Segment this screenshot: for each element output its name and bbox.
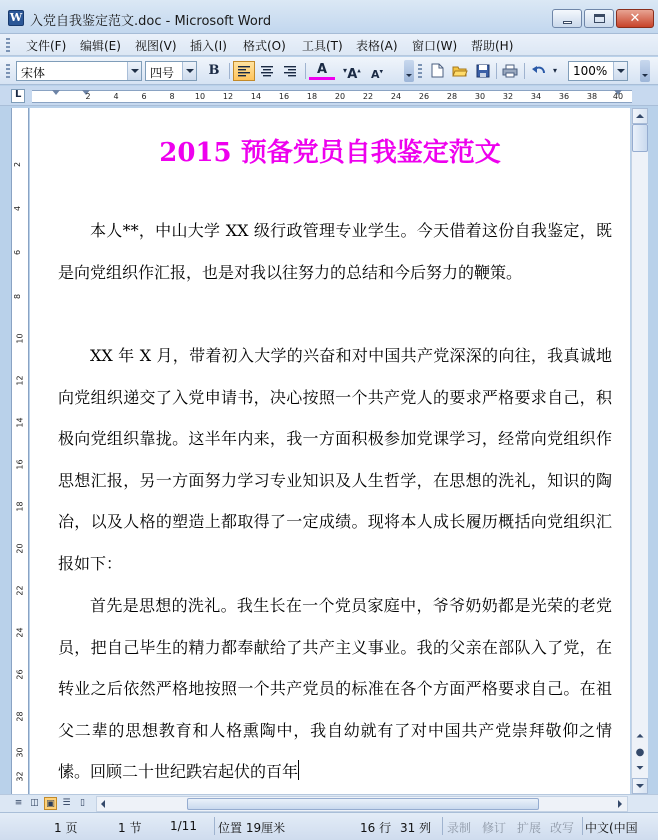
open-folder-icon	[452, 64, 468, 78]
paragraph-text: 首先是思想的洗礼。我生长在一个党员家庭中，爷爷奶奶都是光荣的老党员，把自己毕生的精力都奉献给了共产主义事业。我的父亲在部队入了党，在转业之后依然严格地按照一个共产党员的标准在各个方面严格要求自己。在祖父二辈的思想教育和人格熏陶中，我自幼就有了对中国共产党崇拜敬仰之情愫。回顾二十世纪跌宕起伏的百年	[58, 596, 612, 781]
reading-view-icon: ▯	[80, 798, 85, 808]
zoom-value: 100%	[573, 64, 608, 78]
document-paragraph[interactable]	[58, 585, 612, 793]
tab-selector[interactable]	[11, 89, 25, 103]
close-button[interactable]	[616, 9, 654, 28]
status-position[interactable]: 位置 19厘米	[218, 821, 286, 835]
status-overtype[interactable]: 改写	[550, 821, 575, 835]
vruler-number: 14	[15, 417, 25, 428]
normal-view-icon: ≡	[14, 798, 23, 808]
ruler-number: 8	[169, 92, 175, 101]
new-document-button[interactable]	[426, 61, 448, 81]
menu-file[interactable]: 文件(F)	[26, 39, 67, 53]
vertical-scrollbar[interactable]	[631, 108, 648, 794]
scroll-down-button[interactable]	[632, 778, 648, 794]
status-page[interactable]: 1 页	[54, 821, 78, 835]
next-page-button[interactable]	[632, 762, 648, 776]
vruler-number: 18	[15, 501, 25, 512]
vruler-number: 22	[15, 585, 25, 596]
menu-view[interactable]: 视图(V)	[135, 39, 177, 53]
horizontal-scroll-row	[0, 794, 658, 812]
toolbar-separator	[496, 63, 497, 79]
ruler-number: 36	[558, 92, 570, 101]
chevron-down-icon: ▾	[552, 66, 557, 75]
ruler-number: 22	[362, 92, 374, 101]
vruler-number: 12	[15, 375, 25, 386]
ruler-number: 38	[586, 92, 598, 101]
align-left-button[interactable]	[233, 61, 255, 81]
window-title: 入党自我鉴定范文.doc - Microsoft Word	[30, 14, 272, 29]
ruler-number: 14	[250, 92, 262, 101]
minimize-button[interactable]	[552, 9, 582, 28]
document-paragraph[interactable]: 本人**，中山大学 XX 级行政管理专业学生。今天借着这份自我鉴定，既是向党组织作汇报，也是对我以往努力的总结和今后努力的鞭策。	[58, 221, 612, 282]
menu-edit[interactable]: 编辑(E)	[80, 39, 121, 53]
shrink-font-button[interactable]	[366, 61, 388, 81]
double-chevron-down-icon: ⏷	[636, 763, 644, 774]
ruler-number: 20	[334, 92, 346, 101]
status-separator	[214, 817, 215, 835]
align-left-icon	[237, 65, 251, 77]
vruler-number: 4	[13, 205, 23, 212]
align-center-button[interactable]	[256, 61, 278, 81]
web-view-icon: ◫	[30, 798, 39, 808]
menu-window[interactable]: 窗口(W)	[412, 39, 458, 53]
outline-view-button[interactable]	[60, 797, 73, 810]
vruler-number: 28	[15, 711, 25, 722]
select-browse-object-button[interactable]	[632, 746, 648, 760]
chevron-down-icon: ▾	[342, 66, 347, 75]
ruler-number: 6	[141, 92, 147, 101]
shrink-font-icon: A▾	[370, 67, 384, 81]
print-icon	[502, 64, 518, 78]
menu-insert[interactable]: 插入(I)	[190, 39, 227, 53]
menu-format[interactable]: 格式(O)	[243, 39, 286, 53]
open-button[interactable]	[449, 61, 471, 81]
status-separator	[442, 817, 443, 835]
menu-help[interactable]: 帮助(H)	[471, 39, 514, 53]
previous-page-button[interactable]	[632, 730, 648, 744]
status-line[interactable]: 16 行	[360, 821, 392, 835]
ruler-number: 24	[390, 92, 402, 101]
vertical-ruler[interactable]	[11, 108, 29, 794]
toolbar-separator	[305, 63, 306, 79]
font-name-select[interactable]	[16, 61, 142, 81]
status-extend[interactable]: 扩展	[517, 821, 542, 835]
menu-tools[interactable]: 工具(T)	[302, 39, 343, 53]
vruler-number: 32	[15, 771, 25, 782]
print-layout-view-button[interactable]	[44, 797, 57, 810]
horizontal-scroll-thumb[interactable]	[187, 798, 539, 810]
ruler-number: 34	[530, 92, 542, 101]
font-color-icon: A	[316, 62, 328, 77]
close-icon: ✕	[629, 11, 641, 26]
formatting-toolbar	[0, 57, 658, 85]
vruler-number: 26	[15, 669, 25, 680]
word-app-icon[interactable]: W	[9, 11, 23, 24]
scroll-up-button[interactable]	[632, 108, 648, 124]
font-size-select[interactable]	[145, 61, 197, 81]
zoom-select[interactable]	[568, 61, 628, 81]
font-color-button[interactable]	[309, 61, 335, 80]
undo-icon	[532, 65, 546, 77]
ruler-number: 4	[113, 92, 119, 101]
undo-dropdown[interactable]	[549, 61, 561, 81]
status-track-changes[interactable]: 修订	[482, 821, 507, 835]
ruler-number: 2	[85, 92, 91, 101]
menu-table[interactable]: 表格(A)	[356, 39, 398, 53]
web-view-button[interactable]	[28, 797, 41, 810]
vruler-number: 20	[15, 543, 25, 554]
minimize-icon	[563, 21, 572, 24]
horizontal-scrollbar[interactable]	[96, 796, 628, 812]
status-language[interactable]: 中文(中国	[585, 821, 638, 835]
status-section[interactable]: 1 节	[118, 821, 142, 835]
chevron-down-icon[interactable]	[613, 62, 627, 80]
status-column[interactable]: 31 列	[400, 821, 432, 835]
status-record[interactable]: 录制	[447, 821, 472, 835]
standard-toolbar-grip[interactable]	[418, 64, 422, 78]
ruler-number: 10	[194, 92, 206, 101]
title-bar	[0, 0, 658, 34]
ruler-number: 26	[418, 92, 430, 101]
print-layout-icon: ▣	[46, 799, 55, 809]
reading-view-button[interactable]	[76, 797, 89, 810]
vertical-scroll-thumb[interactable]	[632, 124, 648, 152]
scroll-right-button[interactable]	[613, 797, 627, 811]
ruler-number: 28	[446, 92, 458, 101]
new-document-icon	[431, 63, 444, 78]
undo-button[interactable]	[528, 61, 550, 81]
toolbar-options-chevron[interactable]	[404, 60, 414, 82]
outline-view-icon: ☰	[62, 798, 71, 808]
normal-view-button[interactable]	[12, 797, 25, 810]
ruler-number: 32	[502, 92, 514, 101]
ruler-number: 30	[474, 92, 486, 101]
chevron-down-icon[interactable]	[127, 62, 141, 80]
maximize-button[interactable]	[584, 9, 614, 28]
vruler-number: 6	[13, 249, 23, 256]
text-cursor	[298, 760, 299, 780]
status-page-of[interactable]: 1/11	[170, 819, 197, 833]
document-paragraph[interactable]: XX 年 X 月，带着初入大学的兴奋和对中国共产党深深的向往，我真诚地向党组织递交了入党申请书，决心按照一个共产党人的要求严格要求自己，积极向党组织靠拢。这半年内来，我一方面积极参加党课学习，经常向党组织作思想汇报，另一方面努力学习专业知识及人生哲学，在思想的洗礼，知识的陶冶，以及人格的塑造上都取得了一定成绩。现将本人成长履历概括向党组织汇报如下：	[58, 346, 612, 573]
save-icon	[476, 64, 490, 78]
grow-font-button[interactable]	[343, 61, 365, 81]
vruler-number: 8	[13, 293, 23, 300]
toolbar-separator	[229, 63, 230, 79]
ruler-number: 12	[222, 92, 234, 101]
ruler-number: 16	[278, 92, 290, 101]
align-right-button[interactable]	[279, 61, 301, 81]
font-size-value: 四号	[150, 66, 175, 80]
chevron-down-icon[interactable]	[182, 62, 196, 80]
menu-bar	[0, 34, 658, 56]
bold-button[interactable]: B	[208, 63, 220, 78]
menu-grip-handle[interactable]	[6, 38, 10, 52]
print-button[interactable]	[499, 61, 521, 81]
align-right-icon	[283, 65, 297, 77]
toolbar-options-chevron[interactable]	[640, 60, 650, 82]
circle-icon: ●	[635, 747, 645, 758]
document-page[interactable]	[30, 108, 630, 794]
toolbar-grip-handle[interactable]	[6, 64, 10, 78]
vruler-number: 30	[15, 747, 25, 758]
vruler-number: 2	[13, 161, 23, 168]
toolbar-separator	[524, 63, 525, 79]
font-name-value: 宋体	[21, 66, 46, 80]
maximize-icon	[594, 14, 605, 23]
ruler-strip[interactable]	[32, 90, 632, 103]
ruler-number: 18	[306, 92, 318, 101]
status-bar	[0, 812, 658, 840]
horizontal-ruler	[0, 86, 658, 106]
vruler-number: 24	[15, 627, 25, 638]
ruler-number: 40	[612, 92, 624, 101]
first-line-indent-marker[interactable]	[52, 90, 60, 95]
align-center-icon	[260, 65, 274, 77]
save-button[interactable]	[472, 61, 494, 81]
scroll-left-button[interactable]	[97, 797, 111, 811]
status-separator	[582, 817, 583, 835]
vruler-number: 10	[15, 333, 25, 344]
document-title[interactable]: 2015 预备党员自我鉴定范文	[159, 138, 501, 168]
vruler-number: 16	[15, 459, 25, 470]
double-chevron-up-icon: ⏶	[636, 731, 644, 742]
grow-font-icon: A▴	[347, 67, 361, 83]
